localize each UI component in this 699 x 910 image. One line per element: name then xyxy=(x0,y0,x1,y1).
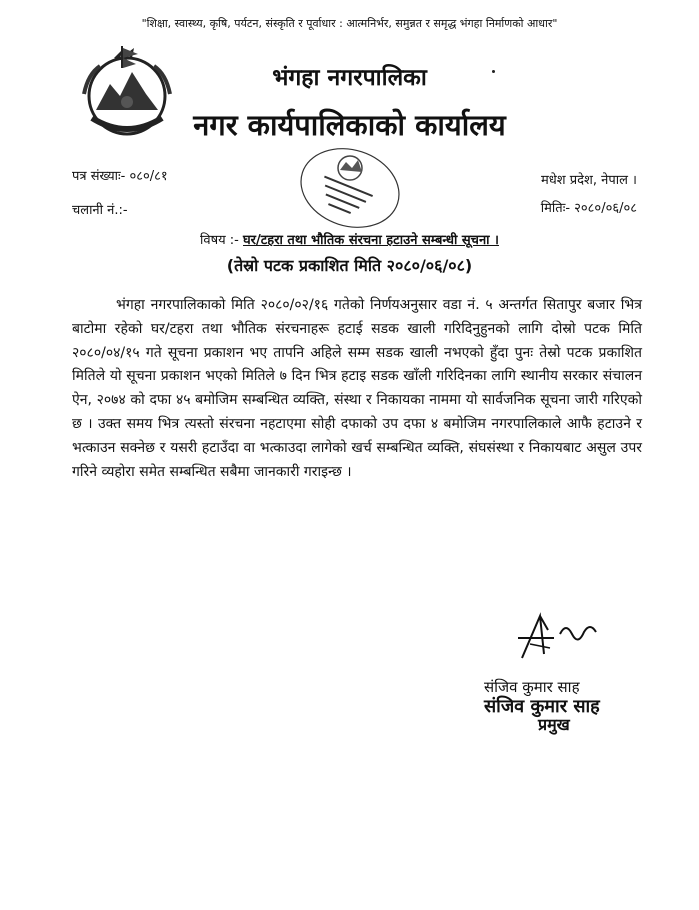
office-name: नगर कार्यपालिकाको कार्यालय xyxy=(193,108,506,142)
handwritten-signature xyxy=(510,608,600,668)
office-stamp xyxy=(296,146,404,230)
location: मधेश प्रदेश, नेपाल । xyxy=(541,173,637,188)
notice-body xyxy=(72,294,642,484)
issue-date: मितिः- २०८०/०६/०८ xyxy=(540,201,637,216)
signatory-name-handwritten: संजिव कुमार साह xyxy=(484,678,580,696)
publication-date: (तेस्रो पटक प्रकाशित मिति २०८०/०६/०८) xyxy=(226,256,473,275)
dispatch-number: चलानी नं.:- xyxy=(72,203,128,218)
signatory-title: प्रमुख xyxy=(538,715,570,734)
motto: "शिक्षा, स्वास्थ्य, कृषि, पर्यटन, संस्कृति र पूर्वाधार : आत्मनिर्भर, समुन्नत र समृद्ध भंगहा निर्माणको आधार" xyxy=(141,17,558,30)
ink-dot xyxy=(492,70,495,73)
subject-line xyxy=(0,230,699,248)
subject-prefix: विषय :- xyxy=(200,233,239,248)
municipality-name: भंगहा नगरपालिका xyxy=(272,65,427,91)
notice-paragraph: भंगहा नगरपालिकाको मिति २०८०/०२/१६ गतेको निर्णयअनुसार वडा नं. ५ अन्तर्गत सितापुर बजार भित्र बाटोमा रहेको घर/टहरा तथा भौतिक संरचनाहरू हटाई सडक खाली गरिदिनुहुनको लागि दोस्रो पटक मिति २०८०/०४/१५ गते सूचना प्रकाशन भए तापनि अहिले सम्म सडक खाली नभएको हुँदा पुनः तेस्रो पटक प्रकाशित मितिले यो सूचना प्रकाशन भएको मितिले ७ दिन भित्र हटाइ सडक खाँली गरिदिनका लागि स्थानीय सरकार संचालन ऐन, २०७४ को दफा ४५ बमोजिम सम्बन्धित व्यक्ति, संस्था र निकायका नाममा यो सार्वजनिक सूचना जारी गरिएको छ । उक्त समय भित्र त्यस्तो संरचना नहटाएमा सोही दफाको उप दफा ४ बमोजिम नगरपालिकाले आफै हटाउने र भत्काउन सक्नेछ र यसरी हटाउँदा वा भत्काउदा लागेको खर्च सम्बन्धित व्यक्ति, संघसंस्था र निकायबाट असुल उपर गरिने व्यहोरा समेत सम्बन्धित सबैमा जानकारी गराइन्छ । xyxy=(72,297,642,480)
subject-text: घर/टहरा तथा भौतिक संरचना हटाउने सम्बन्धी सूचना । xyxy=(243,233,499,248)
signatory-name-stamp: संजिव कुमार साह xyxy=(484,696,600,717)
reference-number: पत्र संख्याः- ०८०/८१ xyxy=(72,169,168,184)
